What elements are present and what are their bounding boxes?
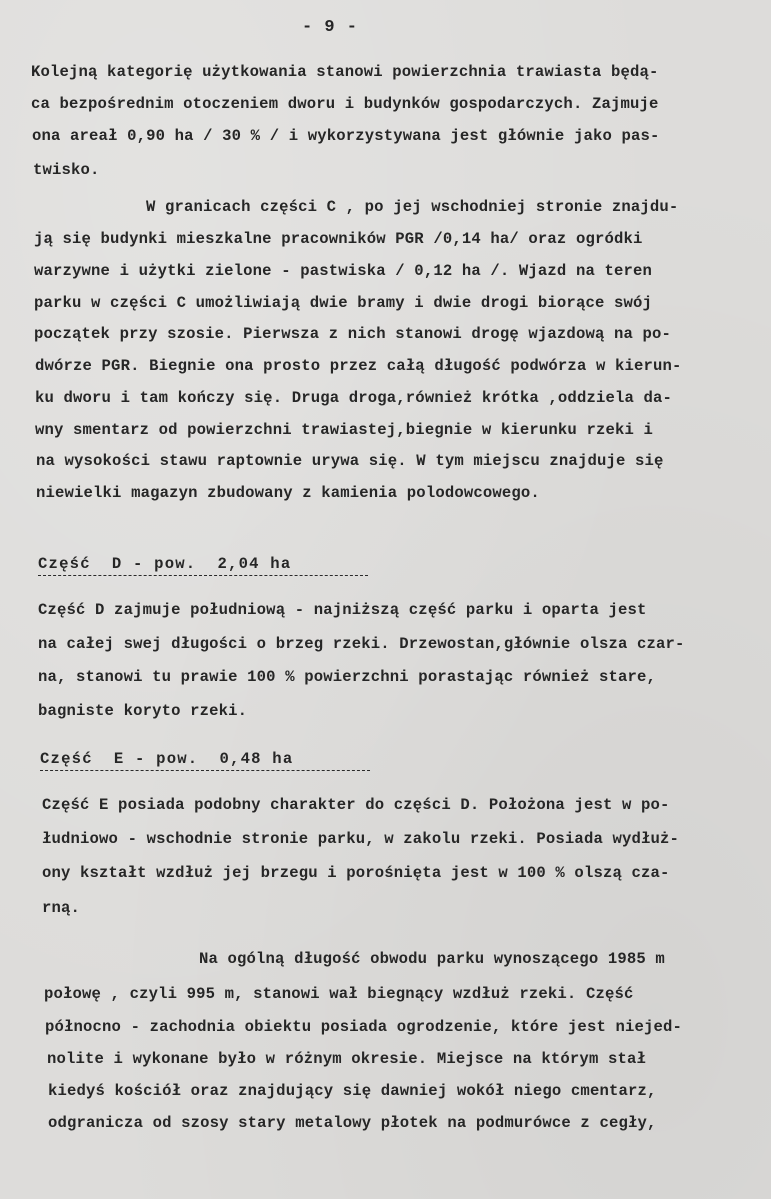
paragraph-line: rną. <box>42 899 81 917</box>
section-heading-d: Część D - pow. 2,04 ha <box>38 555 292 573</box>
paragraph-line: parku w części C umożliwiają dwie bramy i dwie drogi biorące swój <box>34 294 653 312</box>
paragraph-line: Część E posiada podobny charakter do części D. Położona jest w po- <box>42 796 670 814</box>
paragraph-line: Na ogólną długość obwodu parku wynoszącego 1985 m <box>199 950 665 968</box>
paragraph-line: połowę , czyli 995 m, stanowi wał biegnący wzdłuż rzeki. Część <box>44 985 634 1003</box>
heading-underline <box>40 770 370 771</box>
paragraph-line: warzywne i użytki zielone - pastwiska / 0,12 ha /. Wjazd na teren <box>34 262 653 280</box>
paragraph-line: twisko. <box>33 161 100 179</box>
paragraph-line: bagniste koryto rzeki. <box>38 702 248 720</box>
paragraph-line: ca bezpośrednim otoczeniem dworu i budynków gospodarczych. Zajmuje <box>31 95 659 113</box>
paragraph-line: ona areał 0,90 ha / 30 % / i wykorzystywana jest głównie jako pas- <box>32 127 660 145</box>
heading-underline <box>38 575 368 576</box>
paragraph-line: Część D zajmuje południową - najniższą część parku i oparta jest <box>38 601 647 619</box>
paragraph-line: W granicach części C , po jej wschodniej stronie znajdu- <box>146 198 679 216</box>
paragraph-line: na wysokości stawu raptownie urywa się. W tym miejscu znajduje się <box>36 452 664 470</box>
paragraph-line: odgranicza od szosy stary metalowy płotek na podmurówce z cegły, <box>48 1114 657 1132</box>
paragraph-line: kiedyś kościół oraz znajdujący się dawniej wokół niego cmentarz, <box>48 1082 657 1100</box>
section-heading-e: Część E - pow. 0,48 ha <box>40 750 294 768</box>
paragraph-line: łudniowo - wschodnie stronie parku, w zakolu rzeki. Posiada wydłuż- <box>42 830 680 848</box>
paragraph-line: ją się budynki mieszkalne pracowników PGR /0,14 ha/ oraz ogródki <box>34 230 643 248</box>
paragraph-line: ony kształt wzdłuż jej brzegu i porośnięta jest w 100 % olszą cza- <box>42 864 670 882</box>
paragraph-line: niewielki magazyn zbudowany z kamienia polodowcowego. <box>36 484 540 502</box>
page-number: - 9 - <box>301 18 358 37</box>
paragraph-line: Kolejną kategorię użytkowania stanowi powierzchnia trawiasta będą- <box>31 63 659 81</box>
paragraph-line: północno - zachodnia obiektu posiada ogrodzenie, które jest niejed- <box>45 1018 683 1036</box>
paragraph-line: nolite i wykonane było w różnym okresie. Miejsce na którym stał <box>47 1050 646 1068</box>
paragraph-line: wny smentarz od powierzchni trawiastej,biegnie w kierunku rzeki i <box>35 421 654 439</box>
paragraph-line: na całej swej długości o brzeg rzeki. Drzewostan,głównie olsza czar- <box>38 635 685 653</box>
paragraph-line: na, stanowi tu prawie 100 % powierzchni porastając również stare, <box>38 668 657 686</box>
paragraph-line: dwórze PGR. Biegnie ona prosto przez całą długość podwórza w kierun- <box>35 357 682 375</box>
paragraph-line: początek przy szosie. Pierwsza z nich stanowi drogę wjazdową na po- <box>34 325 672 343</box>
paragraph-line: ku dworu i tam kończy się. Druga droga,również krótka ,oddziela da- <box>35 389 673 407</box>
